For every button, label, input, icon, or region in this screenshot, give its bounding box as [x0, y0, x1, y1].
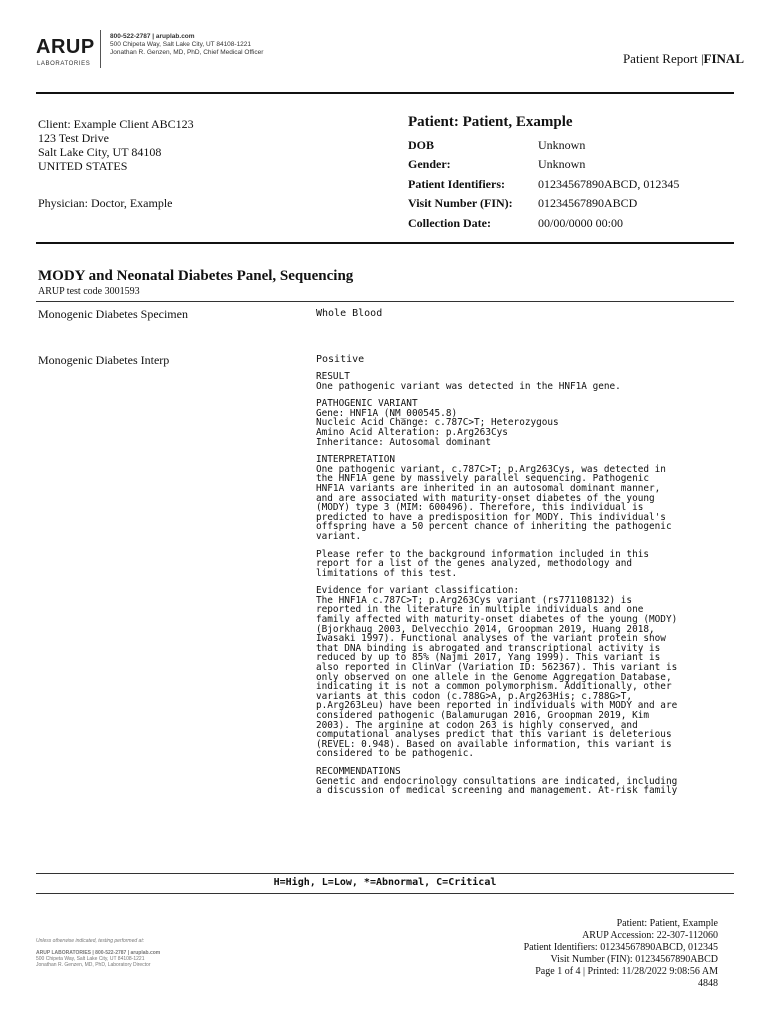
footer-identifiers: Patient Identifiers: 01234567890ABCD, 012345 — [523, 942, 718, 953]
legend-bar — [36, 873, 734, 888]
report-title — [623, 51, 744, 67]
footer-lab-info — [36, 938, 160, 968]
test-code: ARUP test code 3001593 — [38, 286, 140, 297]
patient-value: 00/00/0000 00:00 — [538, 216, 624, 230]
footer-number: 4848 — [698, 978, 718, 989]
interp-label: Monogenic Diabetes Interp — [38, 353, 170, 367]
client-city: Salt Lake City, UT 84108 — [38, 145, 162, 159]
interpretation-text — [316, 372, 736, 804]
client-name: Client: Example Client ABC123 — [38, 117, 194, 131]
lab-officer: Jonathan R. Genzen, MD, PhD, Chief Medical Officer — [110, 49, 264, 57]
lab-address: 500 Chipeta Way, Salt Lake City, UT 84108-1221 — [110, 41, 252, 49]
patient-title: Patient: Patient, Example — [408, 114, 573, 130]
recommendations-section: RECOMMENDATIONS Genetic and endocrinology consultations are indicated, including a discussion of medical screening and management. At-risk family — [316, 765, 678, 797]
specimen-label: Monogenic Diabetes Specimen — [38, 307, 188, 321]
patient-label: Gender: — [408, 157, 451, 171]
background-note: Please refer to the background information included in this report for a list of the genes analyzed, methodology and limitations of this test. — [316, 548, 650, 579]
report-status: FINAL — [703, 51, 744, 66]
client-block — [38, 117, 194, 173]
legend-text: H=High, L=Low, *=Abnormal, C=Critical — [273, 877, 497, 888]
legend-rule-bottom — [36, 893, 734, 894]
patient-label: DOB — [408, 138, 435, 152]
lab-phone-web: 800-522-2787 | aruplab.com — [110, 33, 195, 40]
patient-row-visit — [408, 196, 638, 211]
test-title: MODY and Neonatal Diabetes Panel, Sequencing — [38, 268, 354, 284]
footer-note: Unless otherwise indicated, testing performed at: — [36, 938, 145, 944]
lab-contact-info — [110, 33, 263, 58]
patient-row-identifiers — [408, 177, 680, 192]
footer-accession: ARUP Accession: 22-307-112060 — [582, 930, 718, 941]
patient-value: Unknown — [538, 157, 586, 171]
client-street: 123 Test Drive — [38, 131, 109, 145]
result-section: RESULT One pathogenic variant was detected in the HNF1A gene. — [316, 371, 621, 392]
logo-text: ARUP — [36, 36, 95, 58]
footer-lab-line: 500 Chipeta Way, Salt Lake City, UT 84108-1221 — [36, 956, 145, 962]
patient-value: 01234567890ABCD — [538, 196, 638, 210]
logo-subtext: LABORATORIES — [37, 61, 91, 67]
footer-patient-info — [524, 918, 718, 990]
patient-value: Unknown — [538, 138, 586, 152]
footer-patient: Patient: Patient, Example — [616, 918, 718, 929]
pathogenic-variant-section: PATHOGENIC VARIANT Gene: HNF1A (NM_000545.8) Nucleic Acid Change: c.787C>T; Heterozygous Amino Acid Alteration: p.Arg263Cys Inheritance: Autosomal dominant — [316, 398, 559, 448]
logo-divider — [100, 30, 101, 68]
patient-row-dob — [408, 138, 586, 153]
specimen-value: Whole Blood — [316, 308, 383, 319]
report-title-prefix: Patient Report | — [622, 51, 704, 66]
patient-label: Visit Number (FIN): — [408, 196, 513, 210]
patient-rule — [36, 242, 734, 244]
footer-page-printed: Page 1 of 4 | Printed: 11/28/2022 9:08:56 AM — [535, 966, 718, 977]
physician: Physician: Doctor, Example — [38, 196, 173, 210]
interpretation-section: INTERPRETATION One pathogenic variant, c.787C>T; p.Arg263Cys, was detected in the HNF1A gene by massively parallel sequencing. Pathogenic HNF1A variants are inherited in an autosomal dominant manner, and are associated with maturity-onset diabetes of the young (MODY) type 3 (MIM: 600496). Therefore, this individual is predicted to have a predisposition for MODY. This individual's offspring have a 50 percent chance of inheriting the pathogenic variant. — [316, 454, 672, 542]
patient-label: Collection Date: — [408, 216, 491, 230]
footer-lab-line: Jonathan R. Genzen, MD, PhD, Laboratory Director — [36, 962, 151, 968]
patient-label: Patient Identifiers: — [408, 177, 505, 191]
header-rule — [36, 92, 734, 94]
patient-row-gender — [408, 157, 586, 172]
interp-value: Positive — [316, 354, 365, 365]
arup-logo — [36, 32, 96, 72]
patient-row-collection — [408, 216, 624, 231]
footer-lab-line: ARUP LABORATORIES | 800-522-2787 | aruplab.com — [36, 950, 161, 956]
footer-visit: Visit Number (FIN): 01234567890ABCD — [550, 954, 718, 965]
client-country: UNITED STATES — [38, 159, 128, 173]
test-rule — [36, 301, 734, 302]
patient-value: 01234567890ABCD, 012345 — [538, 177, 680, 191]
evidence-section: Evidence for variant classification: The HNF1A c.787C>T; p.Arg263Cys variant (rs771108132) is reported in the literature in multiple individuals and one family affected with maturity-onset diabetes of the young (MODY) (Bjorkhaug 2003, Delvecchio 2014, Groopman 2019, Huang 2018, Iwasaki 1997). Functional analyses of the variant protein show that DNA binding is abrogated and transcriptional activity is reduced by up to 85% (Najmi 2017, Yang 1999). This variant is also reported in ClinVar (Variation ID: 562367). This variant is only observed on one allele in the Genome Aggregation Database, indicating it is not a common polymorphism. Additionally, other variants at this codon (c.788G>A, p.Arg263His; c.788G>T, p.Arg263Leu) have been reported in individuals with MODY and are considered pathogenic (Balamurugan 2016, Groopman 2019, Kim 2003). The arginine at codon 263 is highly conserved, and computational analyses predict that this variant is deleterious (REVEL: 0.948). Based on available information, this variant is considered to be pathogenic. — [316, 585, 678, 760]
